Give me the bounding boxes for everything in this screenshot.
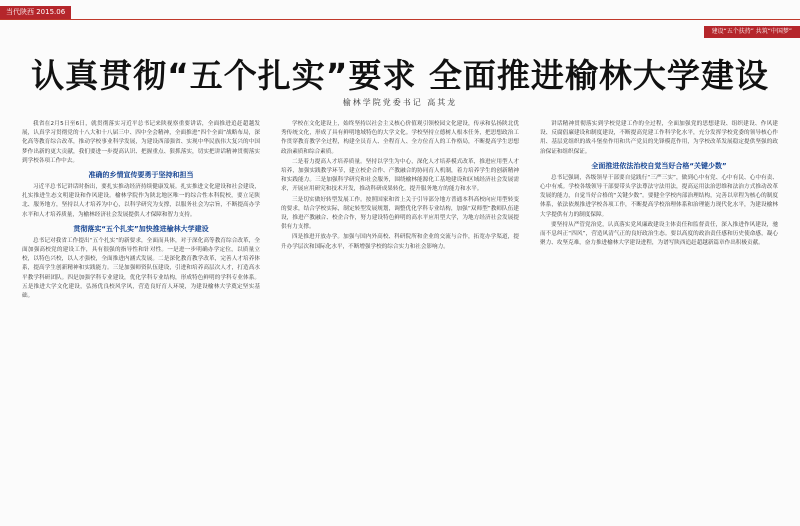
paragraph: 三是切实做好转型发展工作。按照国家和省上关于引导部分地方普通本科高校向应用型转变的要求，结合学校实际，制定转型发展规划，调整优化学科专业结构，加强“双师型”教师队伍建设，推进产教融合、校企合作，努力建设特色鲜明的高水平应用型大学，为地方经济社会发展提供有力支撑。: [281, 196, 519, 231]
text-column-3: [540, 120, 778, 516]
section-heading: 贯彻落实“五个扎实”加快推进榆林大学建设: [73, 224, 209, 233]
page-header: [0, 0, 800, 35]
article-body: [22, 120, 778, 516]
paragraph: 总书记强调，各级领导干部要自觉践行“三严三实”，做到心中有党、心中有民、心中有责、心中有戒。学校各级领导干部要带头学法尊法守法用法，提高运用法治思维和法治方式推动改革发展的能力，自觉当好合格的“关键少数”。要健全学校内部治理结构，完善以章程为核心的制度体系，依法依规推进学校各项工作，不断提高学校治理体系和治理能力现代化水平，为建设榆林大学提供有力的制度保障。: [540, 174, 778, 218]
header-rule: [0, 19, 800, 20]
paragraph: 学校在文化建设上，始终坚持以社会主义核心价值观引领校园文化建设，传承和弘扬陕北优秀传统文化，形成了具有鲜明地域特色的大学文化。学校坚持立德树人根本任务，把思想政治工作贯穿教育教学全过程，构建全员育人、全程育人、全方位育人的工作格局，不断提高学生思想政治素质和综合素质。: [281, 121, 519, 155]
paragraph: 要坚持从严管党治党，认真落实党风廉政建设主体责任和监督责任，深入推进作风建设，驰而不息纠正“四风”，营造风清气正的良好政治生态。要以高度的政治责任感和历史使命感，凝心聚力、攻坚克难，奋力推进榆林大学建设进程，为谱写陕西追赶超越新篇章作出积极贡献。: [540, 221, 778, 247]
article-byline: 榆林学院党委书记 高其龙: [342, 98, 458, 107]
paragraph: 习近平总书记讲话时指出，要扎实推动经济持续健康发展。扎实推进文化建设和社会建设，扎实推进生态文明建设和作风建设。榆林学院作为陕北地区唯一的综合性本科院校，要立足陕北、服务地方，坚持以人才培养为中心，以科学研究为支撑，以服务社会为宗旨，不断提高办学水平和人才培养质量，为榆林经济社会发展提供人才保障和智力支持。: [22, 184, 260, 218]
section-heading: 准确的乡情宣传要勇于坚持和担当: [88, 171, 194, 180]
text-column-2: [281, 120, 519, 516]
paragraph: 讲话精神贯彻落实到学校党建工作的全过程，全面加强党的思想建设、组织建设、作风建设、反腐倡廉建设和制度建设，不断提高党建工作科学化水平，充分发挥学校党委的领导核心作用、基层党组织的战斗堡垒作用和共产党员的先锋模范作用，为学校改革发展稳定提供坚强的政治保证和组织保证。: [540, 121, 778, 155]
section-tab: 建设“五个扶持” 共筑“中国梦”: [704, 26, 800, 38]
paragraph: 四是推进开放办学。加强与国内外高校、科研院所和企业的交流与合作，拓宽办学渠道，提升办学层次和国际化水平，不断增强学校的综合实力和社会影响力。: [281, 234, 519, 250]
article-title: 认真贯彻“五个扎实”要求 全面推进榆林大学建设: [31, 56, 769, 95]
magazine-issue-tab: 当代陕西 2015.06: [0, 6, 71, 19]
paragraph: 二是着力提高人才培养质量。坚持以学生为中心，深化人才培养模式改革，推进应用型人才培养，加强实践教学环节，建立校企合作、产教融合的协同育人机制，着力培养学生的创新精神和实践能力。三是加强科学研究和社会服务，围绕榆林能源化工基地建设和区域经济社会发展需求，开展应用研究和技术开发，推动科研成果转化，提升服务地方的能力和水平。: [281, 158, 519, 193]
paragraph: 总书记对我省工作提出“五个扎实”的新要求，全面而具体，对于深化高等教育综合改革，全面加强高校党的建设工作，具有很强的指导性和针对性。一是进一步明确办学定位，以质量立校，以特色兴校，以人才强校，全面推进内涵式发展。二是深化教育教学改革，完善人才培养体系，提高学生创新精神和实践能力。三是加强师资队伍建设，引进和培养高层次人才，打造高水平教学科研团队。四是加强学科专业建设，优化学科专业结构，形成特色鲜明的学科专业体系。五是推进大学文化建设，弘扬优良校风学风，营造良好育人环境，为建设榆林大学奠定坚实基础。: [22, 237, 260, 300]
paragraph: 我省在2月5日至6日，就贯彻落实习近平总书记来陕视察重要讲话，全面推进追赶超越发展，认真学习贯彻党的十八大和十八届三中、四中全会精神，全面推进“四个全面”战略布局，深化高等教育综合改革，推动学校事业科学发展，为建设西部强省、实现中华民族伟大复兴的中国梦作出新的更大贡献，我们要进一步提高认识、把握重点、狠抓落实，切实把讲话精神贯彻落实到学校各项工作中去。: [22, 121, 260, 164]
section-heading: 全面推进依法治校自觉当好合格“关键少数”: [591, 161, 727, 170]
text-column-1: [22, 120, 260, 516]
